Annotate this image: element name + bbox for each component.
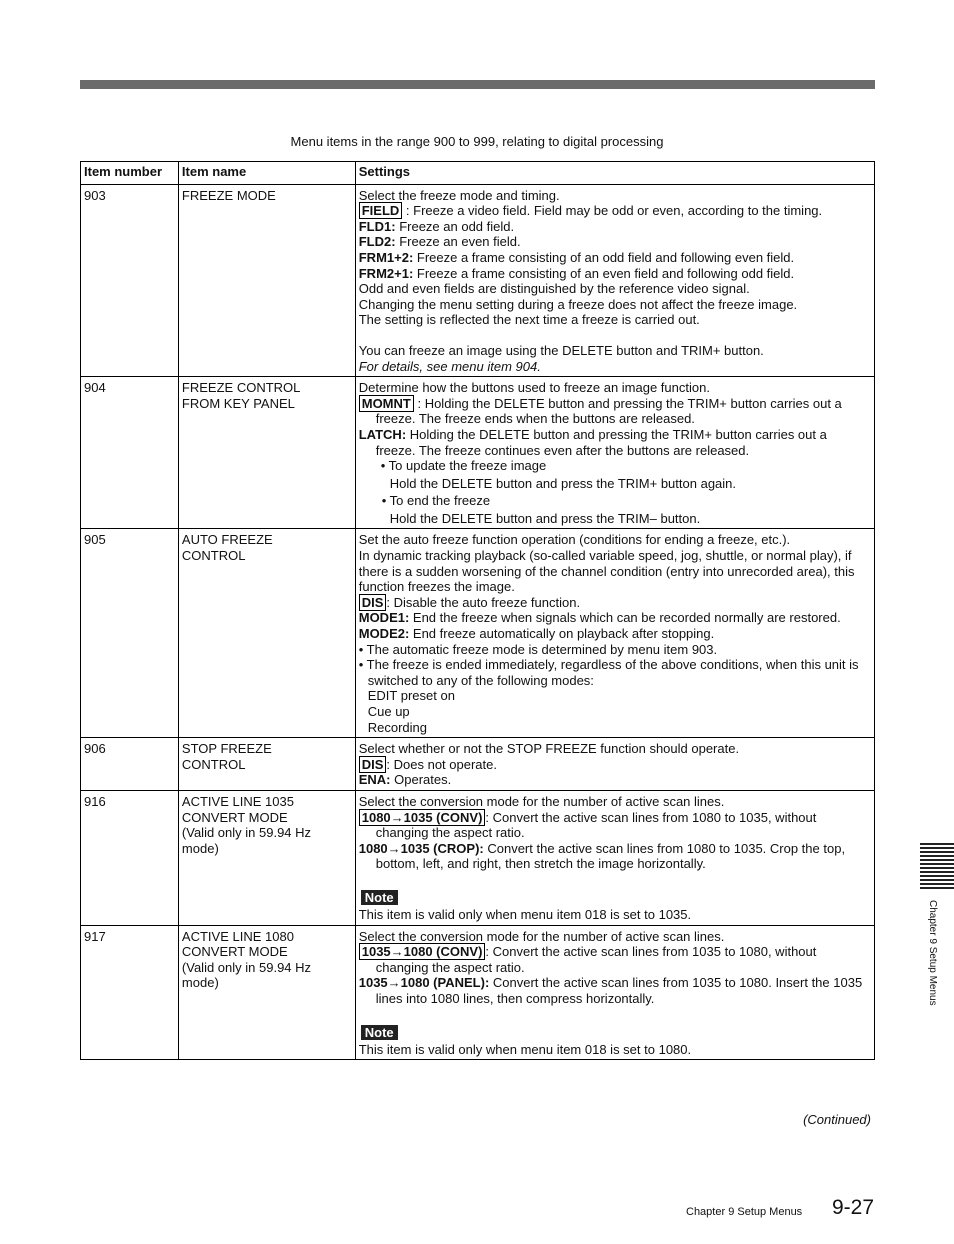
default-option: FIELD	[359, 202, 403, 219]
item-settings: Set the auto freeze function operation (conditions for ending a freeze, etc.). In dynamic tracking playback (so-called variable speed, jog, shuttle, or normal play), if there is a sudden worsening of the channel condition (entry into unrecorded area), this function freezes the image. DIS : Disable the auto freeze function. MODE1: End the freeze when signals which can be recorded normally are restored. MODE2: End freeze automatically on playback after stopping. • The automatic freeze mode is determined by menu item 903. • The freeze is ended immediately, regardless of the above conditions, when this unit is switched to any of the following modes: EDIT preset on Cue up Recording	[355, 529, 874, 738]
table-row	[81, 377, 875, 529]
item-settings: Select the conversion mode for the number of active scan lines. 1035→1080 (CONV) : Convert the active scan lines from 1035 to 1080, without changing the aspect ratio. 1035→1080 (PANEL): Convert the active scan lines from 1035 to 1080. Insert the 1035 lines into 1080 lines, then compress horizontally. Note This item is valid only when menu item 018 is set to 1080.	[355, 925, 874, 1060]
default-option: DIS	[359, 756, 387, 773]
item-number: 903	[81, 184, 179, 377]
footer-chapter: Chapter 9 Setup Menus	[686, 1206, 803, 1218]
note-badge: Note	[361, 1025, 398, 1040]
table-row	[81, 790, 875, 925]
page-number: 9-27	[832, 1196, 875, 1219]
note-badge: Note	[361, 890, 398, 905]
header-rule	[80, 80, 875, 89]
table-caption: Menu items in the range 900 to 999, relating to digital processing	[290, 134, 664, 149]
item-name: FREEZE MODE	[178, 184, 355, 377]
item-name: STOP FREEZE CONTROL	[178, 738, 355, 791]
table-row	[81, 529, 875, 738]
item-settings: Select whether or not the STOP FREEZE function should operate. DIS : Does not operate. ENA: Operates.	[355, 738, 874, 791]
continued-label: (Continued)	[803, 1112, 871, 1127]
header-item-number: Item number	[81, 162, 179, 185]
item-settings: Select the freeze mode and timing. FIELD : Freeze a video field. Field may be odd or even, according to the timing. FLD1: Freeze an odd field. FLD2: Freeze an even field. FRM1+2: Freeze a frame consisting of an odd field and following even field. FRM2+1: Freeze a frame consisting of an even field and following odd field. Odd and even fields are distinguished by the reference video signal. Changing the menu setting during a freeze does not affect the freeze image. The setting is reflected the next time a freeze is carried out. You can freeze an image using the DELETE button and TRIM+ button. For details, see menu item 904.	[355, 184, 874, 377]
table-row	[81, 925, 875, 1060]
item-name: ACTIVE LINE 1035 CONVERT MODE (Valid only in 59.94 Hz mode)	[178, 790, 355, 925]
item-number: 905	[81, 529, 179, 738]
menu-table	[80, 161, 875, 1060]
table-row	[81, 738, 875, 791]
table-row	[81, 184, 875, 377]
item-name: ACTIVE LINE 1080 CONVERT MODE (Valid only in 59.94 Hz mode)	[178, 925, 355, 1060]
default-option: DIS	[359, 594, 387, 611]
table-header-row	[81, 162, 875, 185]
item-number: 904	[81, 377, 179, 529]
item-number: 906	[81, 738, 179, 791]
header-settings: Settings	[355, 162, 874, 185]
default-option: MOMNT	[359, 395, 414, 412]
item-number: 917	[81, 925, 179, 1060]
chapter-side-label: Chapter 9 Setup Menus	[927, 900, 938, 1006]
item-number: 916	[81, 790, 179, 925]
header-item-name: Item name	[178, 162, 355, 185]
item-settings: Select the conversion mode for the number of active scan lines. 1080→1035 (CONV) : Convert the active scan lines from 1080 to 1035, without changing the aspect ratio. 1080→1035 (CROP): Convert the active scan lines from 1080 to 1035. Crop the top, bottom, left, and right, then stretch the image horizontally. Note This item is valid only when menu item 018 is set to 1035.	[355, 790, 874, 925]
chapter-tab-stripes	[920, 843, 954, 889]
item-settings: Determine how the buttons used to freeze an image function. MOMNT : Holding the DELETE button and pressing the TRIM+ button carries out a freeze. The freeze ends when the buttons are released. LATCH: Holding the DELETE button and pressing the TRIM+ button carries out a freeze. The freeze continues even after the buttons are released. • To update the freeze image Hold the DELETE button and press the TRIM+ button again. • To end the freeze Hold the DELETE button and press the TRIM– button.	[355, 377, 874, 529]
item-name: AUTO FREEZE CONTROL	[178, 529, 355, 738]
item-name: FREEZE CONTROL FROM KEY PANEL	[178, 377, 355, 529]
default-option: 1035→1080 (CONV)	[359, 943, 486, 960]
default-option: 1080→1035 (CONV)	[359, 809, 486, 826]
